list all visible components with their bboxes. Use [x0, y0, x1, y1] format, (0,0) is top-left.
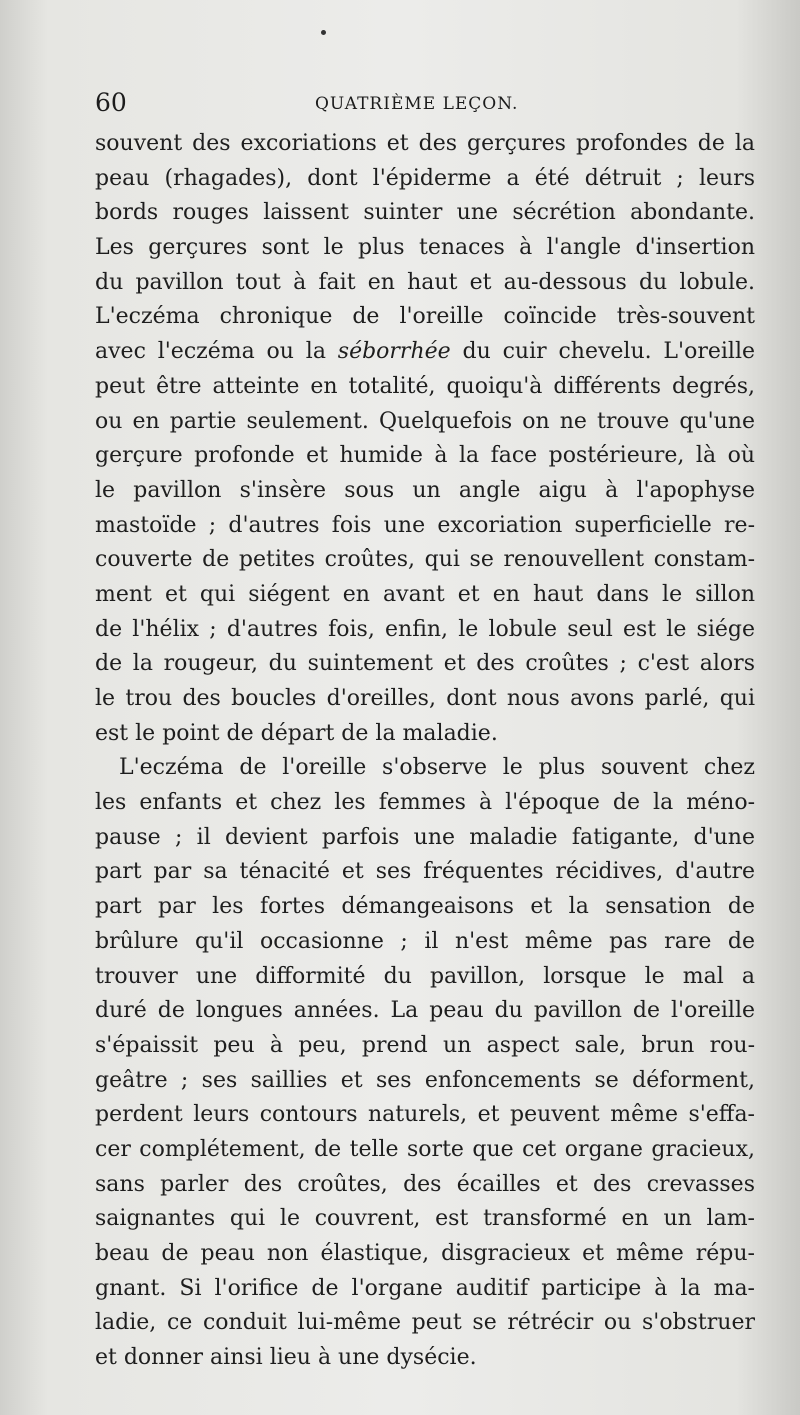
- text-line: Les gerçures sont le plus tenaces à l'angle d'insertion: [95, 235, 755, 261]
- text-line: couverte de petites croûtes, qui se renouvellent constam-: [95, 547, 755, 573]
- page-number: 60: [95, 88, 127, 117]
- text-line: gnant. Si l'orifice de l'organe auditif participe à la ma-: [95, 1275, 755, 1301]
- text-segment: du cuir chevelu. L'oreille: [450, 339, 755, 365]
- text-line: part par les fortes démangeaisons et la sensation de: [95, 894, 755, 920]
- text-line: les enfants et chez les femmes à l'époque de la méno-: [95, 790, 755, 816]
- text-line: L'eczéma de l'oreille s'observe le plus souvent chez: [119, 755, 755, 781]
- text-line: ladie, ce conduit lui-même peut se rétrécir ou s'obstruer: [95, 1310, 755, 1336]
- text-line: ment et qui siégent en avant et en haut dans le sillon: [95, 581, 755, 607]
- page-header: [95, 88, 755, 122]
- text-line: mastoïde ; d'autres fois une excoriation superficielle re-: [95, 512, 755, 538]
- text-line: brûlure qu'il occasionne ; il n'est même pas rare de: [95, 928, 755, 954]
- text-line: L'eczéma chronique de l'oreille coïncide très-souvent: [95, 304, 755, 330]
- text-line: bords rouges laissent suinter une sécrétion abondante.: [95, 200, 755, 226]
- running-head: QUATRIÈME LEÇON.: [315, 94, 519, 114]
- text-line: peut être atteinte en totalité, quoiqu'à différents degrés,: [95, 373, 755, 399]
- text-line: ou en partie seulement. Quelquefois on ne trouve qu'une: [95, 408, 755, 434]
- paragraph-2: [95, 751, 755, 1375]
- text-segment: avec l'eczéma ou la: [95, 339, 338, 365]
- text-line: souvent des excoriations et des gerçures profondes de la: [95, 131, 755, 156]
- text-line: gerçure profonde et humide à la face postérieure, là où: [95, 443, 755, 469]
- text-line: de la rougeur, du suintement et des croûtes ; c'est alors: [95, 651, 755, 677]
- text-line: s'épaissit peu à peu, prend un aspect sale, brun rou-: [95, 1032, 755, 1058]
- text-line: de l'hélix ; d'autres fois, enfin, le lobule seul est le siége: [95, 616, 755, 642]
- text-line: le pavillon s'insère sous un angle aigu à l'apophyse: [95, 477, 755, 503]
- italic-term: séborrhée: [337, 339, 451, 365]
- text-line: peau (rhagades), dont l'épiderme a été détruit ; leurs: [95, 165, 755, 191]
- text-line: part par sa ténacité et ses fréquentes récidives, d'autre: [95, 859, 755, 885]
- text-line: duré de longues années. La peau du pavillon de l'oreille: [95, 998, 755, 1024]
- text-line: trouver une difformité du pavillon, lorsque le mal a: [95, 963, 755, 989]
- text-line: [95, 335, 755, 370]
- text-line: sans parler des croûtes, des écailles et des crevasses: [95, 1171, 755, 1197]
- text-line: cer complétement, de telle sorte que cet organe gracieux,: [95, 1136, 755, 1162]
- text-line: le trou des boucles d'oreilles, dont nous avons parlé, qui: [95, 686, 755, 711]
- text-line: et donner ainsi lieu à une dysécie.: [95, 1345, 477, 1371]
- text-line: saignantes qui le couvrent, est transformé en un lam-: [95, 1206, 755, 1232]
- text-line: beau de peau non élastique, disgracieux et même répu-: [95, 1241, 755, 1266]
- text-line: pause ; il devient parfois une maladie fatigante, d'une: [95, 824, 755, 850]
- paragraph-1: [95, 127, 755, 751]
- body-text: [95, 127, 755, 1376]
- ink-dot: [321, 30, 326, 35]
- text-line: est le point de départ de la maladie.: [95, 720, 498, 746]
- text-line: du pavillon tout à fait en haut et au-dessous du lobule.: [95, 269, 755, 295]
- text-line: perdent leurs contours naturels, et peuvent même s'effa-: [95, 1102, 755, 1128]
- text-line: geâtre ; ses saillies et ses enfoncements se déforment,: [95, 1067, 755, 1093]
